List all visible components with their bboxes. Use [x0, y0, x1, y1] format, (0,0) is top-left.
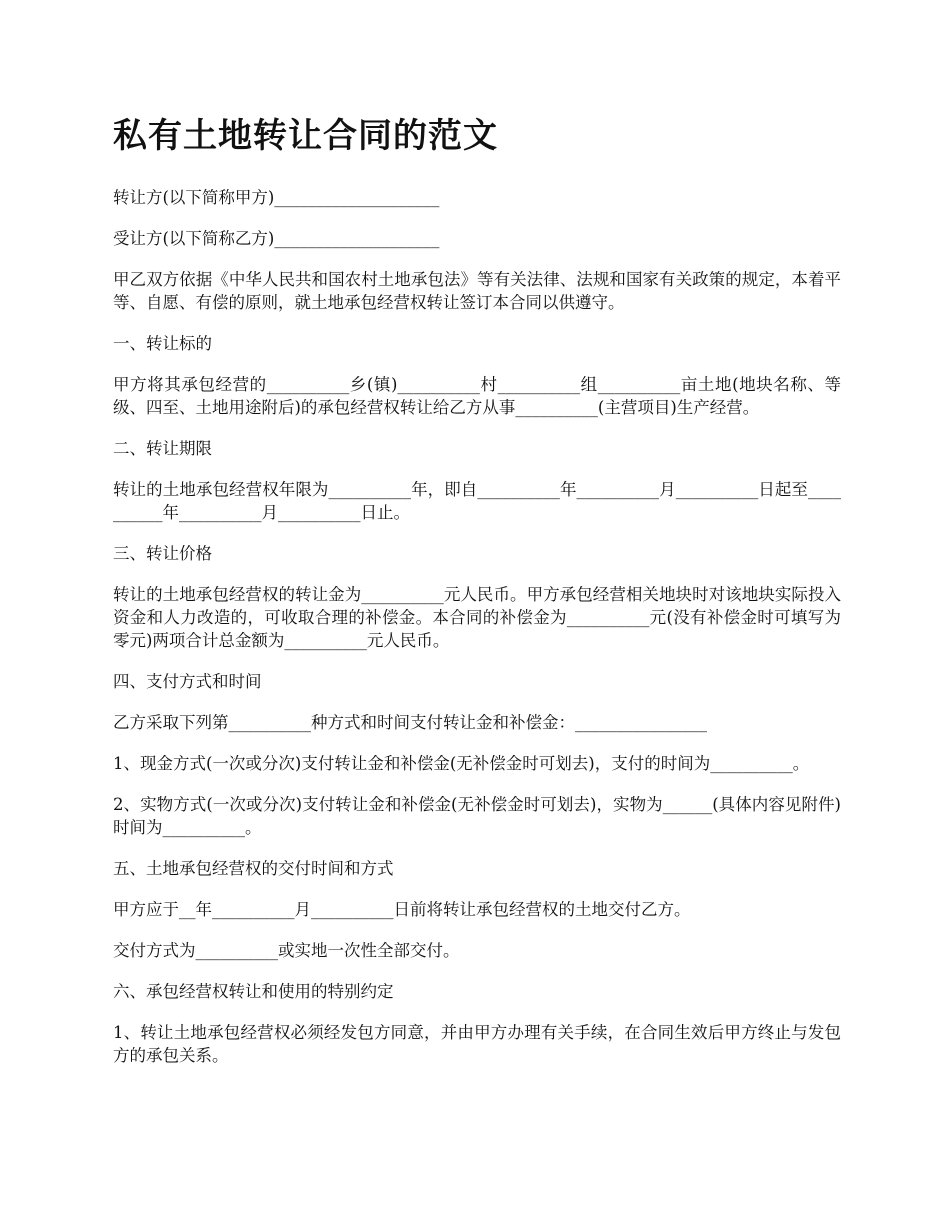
document-title: 私有土地转让合同的范文: [113, 116, 498, 156]
paragraph-transferee: 受让方(以下简称乙方)____________________: [113, 229, 440, 248]
paragraph-special-1: 1、转让土地承包经营权必须经发包方同意，并由甲方办理有关手续，在合同生效后甲方终止与发包方的承包关系。: [113, 1023, 841, 1065]
paragraph-preamble: 甲乙双方依据《中华人民共和国农村土地承包法》等有关法律、法规和国家有关政策的规定，本着平等、自愿、有偿的原则，就土地承包经营权转让签订本合同以供遵守。: [113, 270, 841, 312]
paragraph-payment-method: 乙方采取下列第__________种方式和时间支付转让金和补偿金：________________: [113, 713, 707, 732]
paragraph-delivery-time: 甲方应于__年__________月__________日前将转让承包经营权的土地交付乙方。: [113, 900, 691, 919]
paragraph-delivery-method: 交付方式为__________或实地一次性全部交付。: [113, 941, 460, 960]
section-heading-3: 三、转让价格: [113, 544, 212, 563]
paragraph-price: 转让的土地承包经营权的转让金为__________元人民币。甲方承包经营相关地块时对该地块实际投入资金和人力改造的，可收取合理的补偿金。本合同的补偿金为__________元(没有补偿金时可填写为零元)两项合计总金额为__________元人民币。: [113, 585, 841, 650]
section-heading-1: 一、转让标的: [113, 334, 212, 353]
section-heading-4: 四、支付方式和时间: [113, 672, 262, 691]
paragraph-transferor: 转让方(以下简称甲方)____________________: [113, 188, 440, 207]
paragraph-payment-kind: 2、实物方式(一次或分次)支付转让金和补偿金(无补偿金时可划去)，实物为______(具体内容见附件)时间为__________。: [113, 795, 841, 837]
section-heading-6: 六、承包经营权转让和使用的特别约定: [113, 982, 394, 1001]
section-heading-2: 二、转让期限: [113, 439, 212, 458]
paragraph-subject: 甲方将其承包经营的__________乡(镇)__________村__________组__________亩土地(地块名称、等级、四至、土地用途附后)的承包经营权转让给乙方从事__________(主营项目)生产经营。: [113, 375, 841, 417]
section-heading-5: 五、土地承包经营权的交付时间和方式: [113, 859, 394, 878]
document-page: [113, 110, 841, 1085]
paragraph-payment-cash: 1、现金方式(一次或分次)支付转让金和补偿金(无补偿金时可划去)，支付的时间为__________。: [113, 754, 810, 773]
paragraph-term: 转让的土地承包经营权年限为__________年，即自__________年__________月__________日起至__________年__________月__________日止。: [113, 480, 841, 522]
